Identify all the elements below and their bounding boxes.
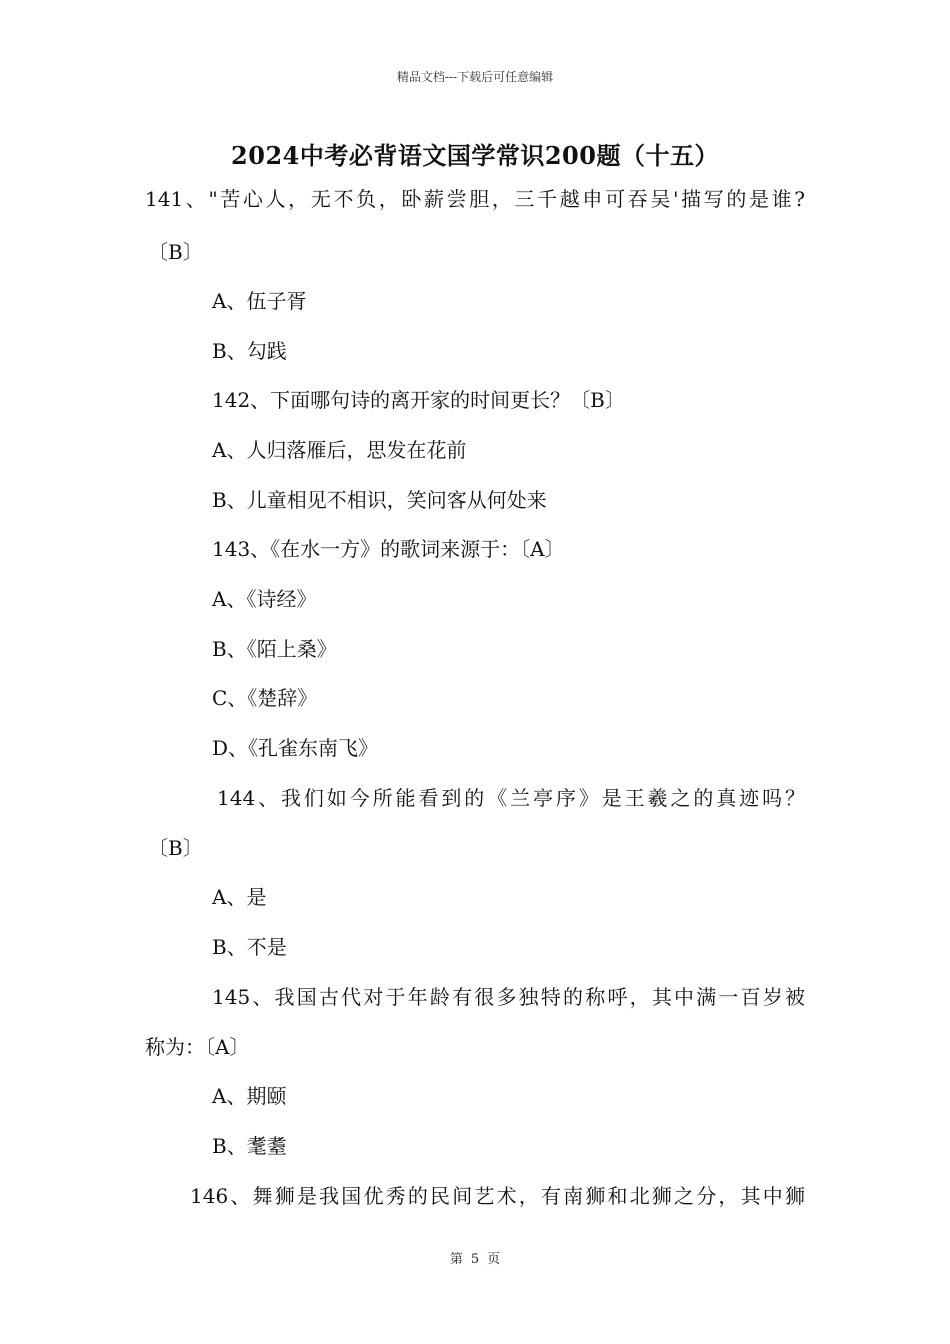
- option-144-a: A、是: [212, 885, 267, 909]
- option-145-b: B、耄耋: [212, 1134, 287, 1158]
- option-143-a: A、《诗经》: [212, 587, 317, 611]
- option-141-a: A、伍子胥: [212, 289, 307, 313]
- document-title: 2024中考必背语文国学常识200题（十五）: [231, 141, 719, 170]
- option-143-c: C、《楚辞》: [212, 686, 318, 710]
- option-142-a: A、人归落雁后，思发在花前: [212, 438, 467, 462]
- header-note: 精品文档---下载后可任意编辑: [396, 70, 554, 84]
- question-146: 146、舞狮是我国优秀的民间艺术，有南狮和北狮之分，其中狮: [190, 1184, 805, 1208]
- option-141-b: B、勾践: [212, 339, 287, 363]
- option-143-d: D、《孔雀东南飞》: [212, 736, 379, 760]
- page-footer: [0, 1248, 950, 1267]
- option-144-b: B、不是: [212, 935, 287, 959]
- question-144: 144、我们如今所能看到的《兰亭序》是王羲之的真迹吗？: [217, 786, 805, 810]
- question-145: 145、我国古代对于年龄有很多独特的称呼，其中满一百岁被: [212, 985, 805, 1009]
- question-143: 143、《在水一方》的歌词来源于：〔A〕: [212, 537, 565, 561]
- option-142-b: B、儿童相见不相识，笑问客从何处来: [212, 488, 547, 512]
- question-145-cont: 称为：〔A〕: [145, 1035, 250, 1059]
- option-143-b: B、《陌上桑》: [212, 637, 337, 661]
- question-141: 141、"苦心人，无不负，卧薪尝胆，三千越申可吞吴'描写的是谁?: [145, 187, 805, 211]
- footer-prefix: 第: [449, 1252, 463, 1267]
- answer-141: 〔B〕: [148, 240, 203, 264]
- option-145-a: A、期颐: [212, 1084, 287, 1108]
- answer-144: 〔B〕: [148, 836, 203, 860]
- footer-suffix: 页: [487, 1252, 501, 1267]
- footer-page-number: 5: [470, 1252, 480, 1267]
- question-142: 142、下面哪句诗的离开家的时间更长？〔B〕: [212, 388, 625, 412]
